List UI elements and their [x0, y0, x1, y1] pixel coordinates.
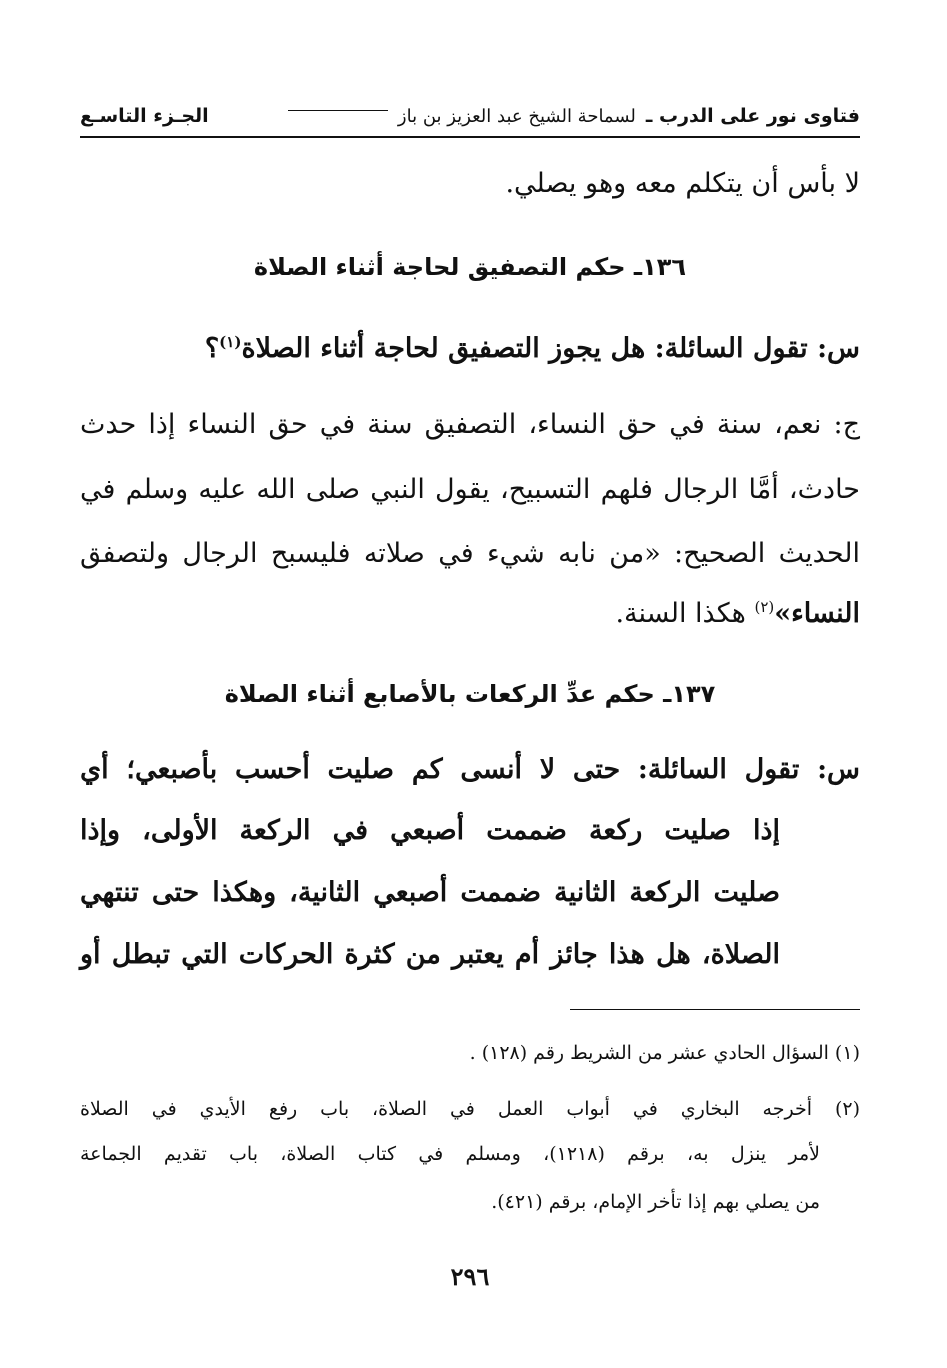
- footnote-1: (١) السؤال الحادي عشر من الشريط رقم (١٢٨) .: [469, 1042, 860, 1064]
- answer-line-4: [80, 594, 860, 634]
- header-volume: الجـزء التاسـع: [80, 105, 209, 127]
- question-137-line-1: س: تقول السائلة: حتى لا أنسى كم صليت أحسب بأصبعي؛ أي: [80, 754, 860, 785]
- question-mark: ؟: [204, 333, 220, 364]
- question-text: س: تقول السائلة: هل يجوز التصفيق لحاجة أثناء الصلاة: [241, 333, 860, 364]
- document-page: [80, 0, 860, 1368]
- answer-closing: هكذا السنة.: [615, 598, 755, 629]
- answer-line-2: حادث، أمَّا الرجال فلهم التسبيح، يقول النبي صلى الله عليه وسلم في: [80, 474, 860, 505]
- footnote-ref-2: (٢): [754, 598, 775, 616]
- answer-line-3: [80, 534, 860, 574]
- section-136-title: ١٣٦ـ حكم التصفيق لحاجة أثناء الصلاة: [253, 253, 687, 281]
- footnote-2-line-2: لأمر ينزل به، برقم (١٢١٨)، ومسلم في كتاب الصلاة، باب تقديم الجماعة: [80, 1143, 820, 1165]
- running-header: [80, 96, 860, 138]
- section-136-question: [80, 329, 860, 369]
- question-137-line-2: إذا صليت ركعة ضممت أصبعي في الركعة الأولى، وإذا: [80, 815, 780, 846]
- footnote-2-line-1: (٢) أخرجه البخاري في أبواب العمل في الصلاة، باب رفع الأيدي في الصلاة: [80, 1098, 860, 1120]
- answer-quote-end: النساء»: [774, 598, 860, 629]
- footnote-2-line-3: من يصلي بهم إذا تأخر الإمام، برقم (٤٢١).: [491, 1191, 820, 1213]
- question-137-line-4: الصلاة، هل هذا جائز أم يعتبر من كثرة الحركات التي تبطل أو: [80, 939, 780, 970]
- header-scholar: لسماحة الشيخ عبد العزيز بن باز: [397, 105, 636, 127]
- header-dash-line: [288, 110, 388, 111]
- section-137-title: ١٣٧ـ حكم عدِّ الركعات بالأصابع أثناء الصلاة: [224, 680, 716, 708]
- footnote-separator: [570, 1009, 860, 1010]
- question-137-line-3: صليت الركعة الثانية ضممت أصبعي الثانية، وهكذا حتى تنتهي: [80, 877, 780, 908]
- intro-line: لا بأس أن يتكلم معه وهو يصلي.: [505, 168, 860, 199]
- page-number: ٢٩٦: [450, 1262, 490, 1291]
- header-book-title: فتاوى نور على الدرب ـ: [645, 105, 860, 127]
- answer-line-1: ج: نعم، سنة في حق النساء، التصفيق سنة في حق النساء إذا حدث: [80, 409, 860, 440]
- footnote-ref-1: (١): [219, 333, 242, 351]
- header-title-group: [288, 105, 860, 127]
- answer-line-3-text: الحديث الصحيح: «من نابه شيء في صلاته فليسبح الرجال ولتصفق: [80, 538, 860, 569]
